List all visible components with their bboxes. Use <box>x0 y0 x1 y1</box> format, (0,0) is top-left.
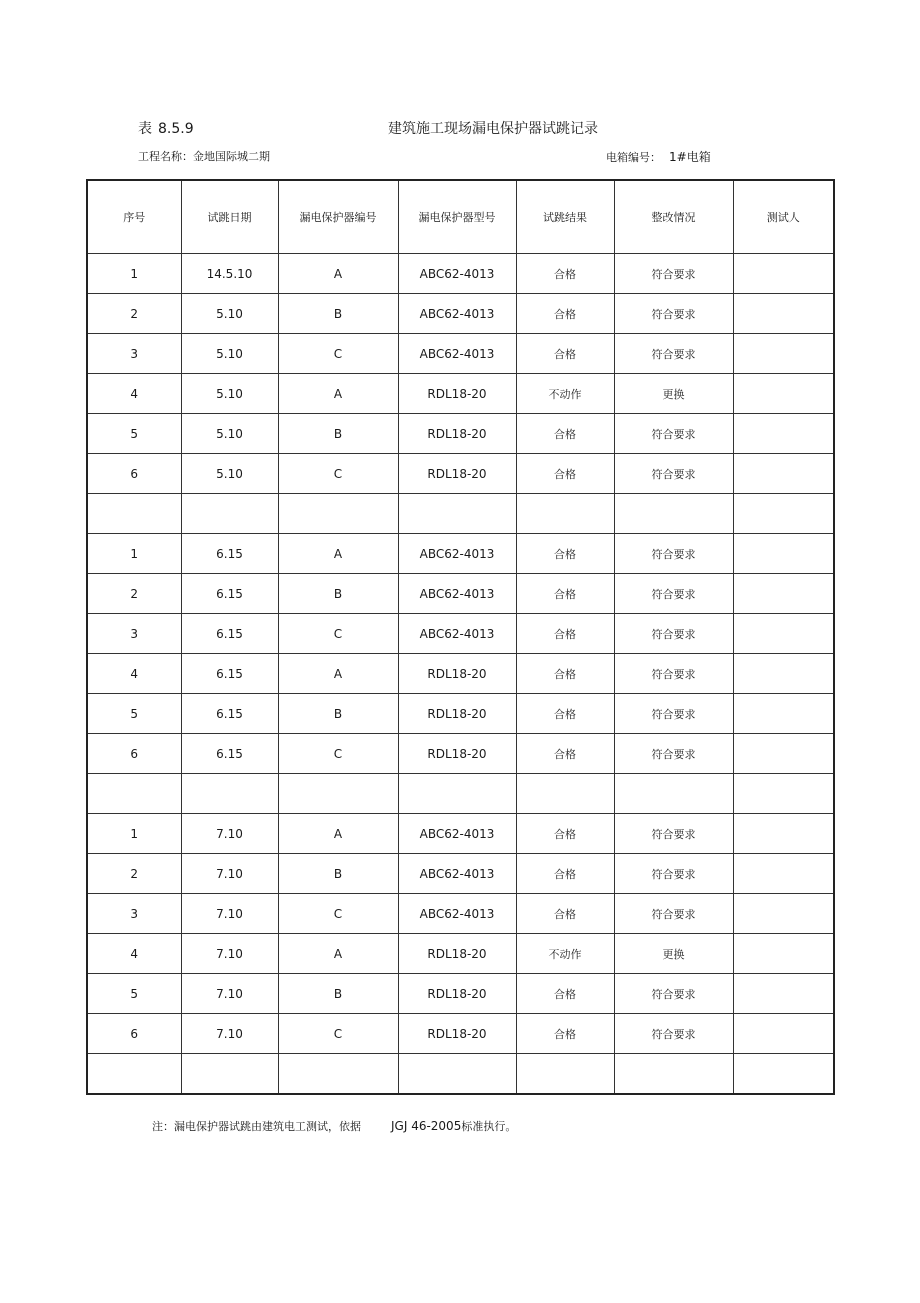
cell-no <box>87 894 181 934</box>
cell-fix <box>614 414 733 454</box>
cell-fix-text: 符合要求 <box>651 707 696 721</box>
table-row <box>87 454 834 494</box>
cell-date <box>181 254 278 294</box>
cell-fix-text: 符合要求 <box>651 267 696 281</box>
cell-device-model <box>398 334 516 374</box>
table-row <box>87 294 834 334</box>
cell-result-text: 合格 <box>554 307 576 321</box>
cell-result <box>516 534 614 574</box>
table-row <box>87 854 834 894</box>
cell-tester <box>733 654 834 694</box>
cell-device-model <box>398 934 516 974</box>
cell-tester <box>733 494 834 534</box>
cell-device-model-text: ABC62-4013 <box>419 826 495 841</box>
cell-result-text: 合格 <box>554 467 576 481</box>
cell-result <box>516 974 614 1014</box>
cell-device-id-text: C <box>333 746 343 761</box>
cell-device-model <box>398 734 516 774</box>
cell-date-text: 7.10 <box>216 1026 243 1041</box>
cell-fix <box>614 974 733 1014</box>
cell-tester <box>733 414 834 454</box>
table-row <box>87 254 834 294</box>
cell-device-id-text: A <box>333 946 343 961</box>
cell-fix-text: 更换 <box>662 387 685 401</box>
cell-date-text: 7.10 <box>216 866 243 881</box>
cell-device-model-text: ABC62-4013 <box>419 346 495 361</box>
table-row <box>87 974 834 1014</box>
cell-device-model <box>398 294 516 334</box>
cell-device-model <box>398 254 516 294</box>
cell-device-id <box>278 1014 398 1054</box>
cell-device-model <box>398 1014 516 1054</box>
cell-device-model <box>398 974 516 1014</box>
cell-no-text: 1 <box>130 826 139 841</box>
cell-result <box>516 654 614 694</box>
table-row <box>87 614 834 654</box>
cell-tester <box>733 374 834 414</box>
cell-no <box>87 334 181 374</box>
cell-fix <box>614 854 733 894</box>
cell-date <box>181 774 278 814</box>
cell-fix <box>614 694 733 734</box>
cell-date <box>181 614 278 654</box>
cell-device-id-text: B <box>333 426 343 441</box>
cell-device-model-text: ABC62-4013 <box>419 906 495 921</box>
cell-device-model-text: RDL18-20 <box>427 426 487 441</box>
cell-fix-text: 符合要求 <box>651 987 696 1001</box>
table-row <box>87 734 834 774</box>
cell-device-id-text: A <box>333 386 343 401</box>
cell-device-id-text: B <box>333 306 343 321</box>
cell-date-text: 7.10 <box>216 986 243 1001</box>
cell-tester <box>733 1014 834 1054</box>
cell-date-text: 5.10 <box>216 426 243 441</box>
cell-fix <box>614 1014 733 1054</box>
col-header-tester: 测试人 <box>733 180 834 254</box>
cell-result <box>516 694 614 734</box>
cell-device-id-text: C <box>333 466 343 481</box>
cell-date <box>181 374 278 414</box>
cell-result-text: 合格 <box>554 267 576 281</box>
cell-fix-text: 符合要求 <box>651 1027 696 1041</box>
cell-device-id-text: C <box>333 1026 343 1041</box>
box-number-label: 电箱编号： <box>606 151 661 164</box>
footnote <box>152 1118 516 1134</box>
cell-no-text: 1 <box>130 266 139 281</box>
cell-device-id <box>278 734 398 774</box>
cell-date-text: 6.15 <box>216 666 243 681</box>
cell-result-text: 合格 <box>554 547 576 561</box>
cell-device-id <box>278 654 398 694</box>
cell-result <box>516 1054 614 1095</box>
box-number <box>606 148 711 165</box>
cell-result-text: 合格 <box>554 667 576 681</box>
cell-tester <box>733 614 834 654</box>
cell-no-text: 3 <box>130 346 139 361</box>
footnote-text: 注：漏电保护器试跳由建筑电工测试，依据 <box>152 1120 361 1133</box>
cell-fix <box>614 814 733 854</box>
cell-device-id <box>278 534 398 574</box>
cell-date <box>181 654 278 694</box>
cell-result <box>516 854 614 894</box>
table-header-row <box>87 180 834 254</box>
cell-device-model-text: RDL18-20 <box>427 666 487 681</box>
cell-no <box>87 974 181 1014</box>
cell-result <box>516 454 614 494</box>
cell-no-text: 4 <box>130 666 139 681</box>
cell-fix-text: 符合要求 <box>651 667 696 681</box>
cell-date-text: 5.10 <box>216 386 243 401</box>
cell-device-id-text: A <box>333 826 343 841</box>
cell-tester <box>733 774 834 814</box>
cell-no-text: 6 <box>130 466 139 481</box>
cell-device-id <box>278 254 398 294</box>
table-number: 8.5.9 <box>158 121 194 137</box>
cell-fix <box>614 574 733 614</box>
cell-fix-text: 更换 <box>662 947 685 961</box>
cell-device-id-text: C <box>333 906 343 921</box>
cell-device-id <box>278 774 398 814</box>
cell-device-model-text: RDL18-20 <box>427 1026 487 1041</box>
cell-fix <box>614 454 733 494</box>
cell-no-text: 2 <box>130 306 139 321</box>
cell-device-id <box>278 614 398 654</box>
cell-tester <box>733 934 834 974</box>
cell-date <box>181 974 278 1014</box>
cell-no-text: 1 <box>130 546 139 561</box>
cell-no-text: 5 <box>130 986 139 1001</box>
cell-device-model-text: ABC62-4013 <box>419 266 495 281</box>
cell-result <box>516 774 614 814</box>
cell-no-text: 3 <box>130 626 139 641</box>
cell-date <box>181 494 278 534</box>
cell-device-id-text: B <box>333 986 343 1001</box>
cell-date-text: 6.15 <box>216 626 243 641</box>
cell-tester <box>733 254 834 294</box>
footnote-suffix: 标准执行。 <box>461 1120 517 1133</box>
col-header-device-id: 漏电保护器编号 <box>278 180 398 254</box>
cell-device-id <box>278 694 398 734</box>
cell-no-text: 4 <box>130 946 139 961</box>
cell-no-text: 2 <box>130 866 139 881</box>
cell-tester <box>733 814 834 854</box>
col-header-result: 试跳结果 <box>516 180 614 254</box>
cell-date <box>181 894 278 934</box>
cell-result <box>516 414 614 454</box>
cell-no <box>87 774 181 814</box>
cell-device-id-text: B <box>333 706 343 721</box>
cell-device-id <box>278 294 398 334</box>
cell-date <box>181 1054 278 1095</box>
cell-tester <box>733 734 834 774</box>
cell-device-model <box>398 774 516 814</box>
col-header-date: 试跳日期 <box>181 180 278 254</box>
table-row <box>87 334 834 374</box>
cell-date <box>181 414 278 454</box>
cell-device-id <box>278 334 398 374</box>
cell-device-id <box>278 854 398 894</box>
cell-fix-text: 符合要求 <box>651 347 696 361</box>
cell-device-id-text: B <box>333 586 343 601</box>
cell-result <box>516 614 614 654</box>
cell-device-model-text: RDL18-20 <box>427 706 487 721</box>
cell-result-text: 不动作 <box>548 947 582 961</box>
table-row <box>87 534 834 574</box>
cell-device-model-text: RDL18-20 <box>427 466 487 481</box>
cell-tester <box>733 974 834 1014</box>
cell-fix <box>614 374 733 414</box>
cell-result-text: 合格 <box>554 707 576 721</box>
cell-date <box>181 574 278 614</box>
cell-no <box>87 934 181 974</box>
cell-result <box>516 494 614 534</box>
cell-device-id-text: C <box>333 626 343 641</box>
project-name: 工程名称：金地国际城二期 <box>138 150 270 163</box>
table-row <box>87 414 834 454</box>
cell-tester <box>733 854 834 894</box>
cell-fix <box>614 734 733 774</box>
cell-fix <box>614 934 733 974</box>
col-header-fix: 整改情况 <box>614 180 733 254</box>
cell-fix-text: 符合要求 <box>651 827 696 841</box>
table-row <box>87 1014 834 1054</box>
cell-no <box>87 734 181 774</box>
table-row <box>87 494 834 534</box>
cell-device-id-text: A <box>333 546 343 561</box>
cell-result-text: 合格 <box>554 427 576 441</box>
cell-tester <box>733 694 834 734</box>
cell-result <box>516 1014 614 1054</box>
cell-no <box>87 614 181 654</box>
cell-result <box>516 894 614 934</box>
cell-result-text: 合格 <box>554 867 576 881</box>
cell-no-text: 3 <box>130 906 139 921</box>
cell-date-text: 14.5.10 <box>206 266 253 281</box>
cell-device-model-text: ABC62-4013 <box>419 306 495 321</box>
cell-no <box>87 454 181 494</box>
cell-device-model <box>398 1054 516 1095</box>
cell-device-id <box>278 814 398 854</box>
cell-no <box>87 494 181 534</box>
cell-tester <box>733 334 834 374</box>
cell-fix <box>614 654 733 694</box>
cell-device-model <box>398 494 516 534</box>
cell-fix-text: 符合要求 <box>651 587 696 601</box>
cell-fix-text: 符合要求 <box>651 427 696 441</box>
cell-device-model-text: ABC62-4013 <box>419 626 495 641</box>
cell-no-text: 6 <box>130 1026 139 1041</box>
cell-result-text: 合格 <box>554 907 576 921</box>
cell-result-text: 合格 <box>554 347 576 361</box>
cell-date <box>181 814 278 854</box>
cell-date-text: 5.10 <box>216 466 243 481</box>
cell-device-id <box>278 454 398 494</box>
cell-no-text: 5 <box>130 706 139 721</box>
table-row <box>87 934 834 974</box>
cell-device-model <box>398 814 516 854</box>
cell-no <box>87 854 181 894</box>
table-row <box>87 1054 834 1095</box>
cell-result <box>516 374 614 414</box>
cell-device-model <box>398 374 516 414</box>
cell-date <box>181 854 278 894</box>
test-record-table <box>86 179 835 1095</box>
cell-result-text: 不动作 <box>548 387 582 401</box>
cell-fix <box>614 1054 733 1095</box>
cell-result <box>516 254 614 294</box>
cell-device-model <box>398 694 516 734</box>
cell-no <box>87 694 181 734</box>
box-number-value: 1#电箱 <box>669 150 711 164</box>
cell-device-model-text: ABC62-4013 <box>419 866 495 881</box>
cell-no-text: 6 <box>130 746 139 761</box>
cell-device-model-text: RDL18-20 <box>427 746 487 761</box>
cell-fix-text: 符合要求 <box>651 627 696 641</box>
cell-device-model <box>398 614 516 654</box>
cell-tester <box>733 1054 834 1095</box>
cell-device-model-text: RDL18-20 <box>427 946 487 961</box>
cell-date <box>181 454 278 494</box>
cell-no <box>87 254 181 294</box>
cell-fix-text: 符合要求 <box>651 307 696 321</box>
cell-date <box>181 694 278 734</box>
cell-device-model <box>398 454 516 494</box>
cell-date <box>181 1014 278 1054</box>
cell-no <box>87 1054 181 1095</box>
cell-device-model <box>398 574 516 614</box>
cell-device-model-text: ABC62-4013 <box>419 586 495 601</box>
cell-tester <box>733 534 834 574</box>
table-label-prefix: 表 <box>138 121 152 137</box>
cell-result <box>516 294 614 334</box>
col-header-no: 序号 <box>87 180 181 254</box>
cell-no <box>87 374 181 414</box>
cell-no <box>87 534 181 574</box>
cell-no-text: 4 <box>130 386 139 401</box>
cell-no <box>87 414 181 454</box>
cell-tester <box>733 574 834 614</box>
cell-device-model <box>398 854 516 894</box>
cell-fix-text: 符合要求 <box>651 547 696 561</box>
cell-device-id <box>278 494 398 534</box>
table-row <box>87 814 834 854</box>
table-row <box>87 894 834 934</box>
cell-fix-text: 符合要求 <box>651 467 696 481</box>
table-label <box>138 118 194 138</box>
cell-date-text: 7.10 <box>216 826 243 841</box>
cell-tester <box>733 454 834 494</box>
cell-device-model-text: RDL18-20 <box>427 386 487 401</box>
col-header-device-model: 漏电保护器型号 <box>398 180 516 254</box>
cell-no <box>87 1014 181 1054</box>
cell-device-model-text: RDL18-20 <box>427 986 487 1001</box>
cell-device-id <box>278 934 398 974</box>
cell-fix <box>614 334 733 374</box>
table-row <box>87 374 834 414</box>
table-row <box>87 654 834 694</box>
cell-no-text: 2 <box>130 586 139 601</box>
cell-device-id <box>278 374 398 414</box>
document-title: 建筑施工现场漏电保护器试跳记录 <box>388 121 598 137</box>
cell-date-text: 7.10 <box>216 946 243 961</box>
cell-fix <box>614 894 733 934</box>
cell-no <box>87 574 181 614</box>
cell-date-text: 6.15 <box>216 706 243 721</box>
cell-date <box>181 334 278 374</box>
cell-device-model <box>398 894 516 934</box>
cell-result-text: 合格 <box>554 627 576 641</box>
cell-fix <box>614 614 733 654</box>
cell-date-text: 5.10 <box>216 346 243 361</box>
cell-result-text: 合格 <box>554 987 576 1001</box>
cell-date <box>181 934 278 974</box>
cell-fix-text: 符合要求 <box>651 747 696 761</box>
cell-result <box>516 934 614 974</box>
table-row <box>87 694 834 734</box>
cell-date-text: 7.10 <box>216 906 243 921</box>
cell-fix <box>614 494 733 534</box>
cell-fix <box>614 254 733 294</box>
cell-device-id <box>278 974 398 1014</box>
cell-tester <box>733 894 834 934</box>
cell-no <box>87 294 181 334</box>
cell-fix-text: 符合要求 <box>651 867 696 881</box>
cell-device-model <box>398 414 516 454</box>
cell-date <box>181 294 278 334</box>
cell-no-text: 5 <box>130 426 139 441</box>
cell-device-id-text: C <box>333 346 343 361</box>
cell-result-text: 合格 <box>554 747 576 761</box>
cell-date-text: 6.15 <box>216 746 243 761</box>
cell-result <box>516 334 614 374</box>
cell-tester <box>733 294 834 334</box>
cell-device-id-text: B <box>333 866 343 881</box>
cell-device-model <box>398 534 516 574</box>
table-row <box>87 774 834 814</box>
cell-date <box>181 534 278 574</box>
cell-device-id <box>278 414 398 454</box>
cell-device-id-text: A <box>333 266 343 281</box>
cell-result-text: 合格 <box>554 587 576 601</box>
cell-result <box>516 734 614 774</box>
cell-result <box>516 574 614 614</box>
cell-fix <box>614 534 733 574</box>
cell-result <box>516 814 614 854</box>
cell-fix-text: 符合要求 <box>651 907 696 921</box>
cell-date-text: 6.15 <box>216 586 243 601</box>
cell-device-id <box>278 1054 398 1095</box>
table-row <box>87 574 834 614</box>
cell-no <box>87 654 181 694</box>
cell-date <box>181 734 278 774</box>
cell-device-id-text: A <box>333 666 343 681</box>
cell-device-model <box>398 654 516 694</box>
footnote-standard: JGJ 46-2005 <box>391 1119 462 1133</box>
cell-date-text: 5.10 <box>216 306 243 321</box>
cell-result-text: 合格 <box>554 827 576 841</box>
cell-device-id <box>278 894 398 934</box>
cell-fix <box>614 774 733 814</box>
cell-device-id <box>278 574 398 614</box>
cell-fix <box>614 294 733 334</box>
cell-result-text: 合格 <box>554 1027 576 1041</box>
cell-device-model-text: ABC62-4013 <box>419 546 495 561</box>
cell-no <box>87 814 181 854</box>
cell-date-text: 6.15 <box>216 546 243 561</box>
